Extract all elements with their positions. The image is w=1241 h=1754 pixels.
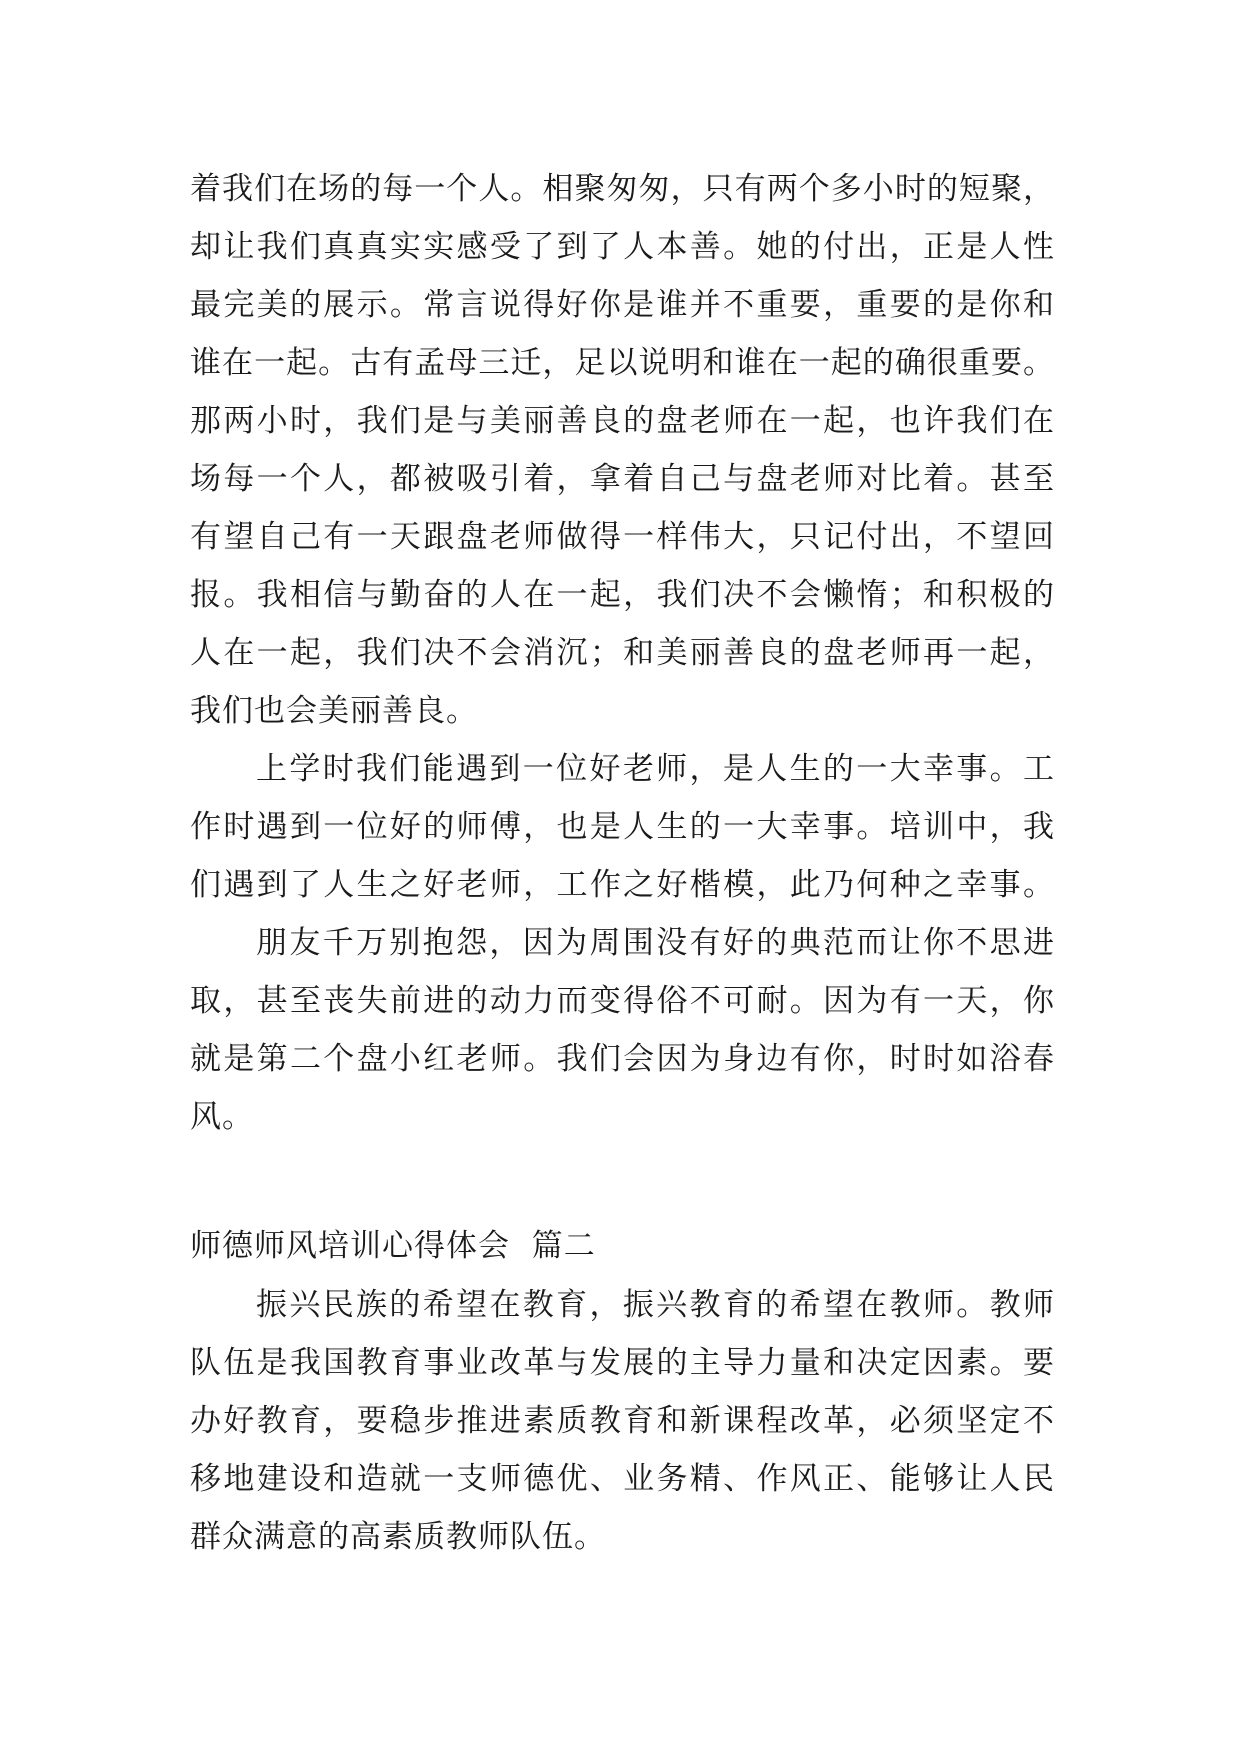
text-line: 我们也会美丽善良。 <box>190 693 478 729</box>
paragraph-1 <box>190 160 1055 740</box>
text-line: 就是第二个盘小红老师。我们会因为身边有你，时时如浴春 <box>190 1041 1055 1077</box>
section-heading: 师德师风培训心得体会 篇二 <box>190 1228 596 1264</box>
text-line: 办好教育，要稳步推进素质教育和新课程改革，必须坚定不 <box>190 1403 1055 1439</box>
section-spacer <box>190 1146 1055 1216</box>
text-line: 谁在一起。古有孟母三迁，足以说明和谁在一起的确很重要。 <box>190 345 1055 381</box>
text-line: 风。 <box>190 1099 254 1135</box>
text-line: 报。我相信与勤奋的人在一起，我们决不会懒惰；和积极的 <box>190 577 1055 613</box>
text-line: 人在一起，我们决不会消沉；和美丽善良的盘老师再一起， <box>190 635 1055 671</box>
paragraph-2 <box>190 740 1055 914</box>
text-line: 却让我们真真实实感受了到了人本善。她的付出，正是人性 <box>190 229 1055 265</box>
text-line: 那两小时，我们是与美丽善良的盘老师在一起，也许我们在 <box>190 403 1055 439</box>
document-body <box>190 160 1055 1566</box>
text-line: 着我们在场的每一个人。相聚匆匆，只有两个多小时的短聚， <box>190 171 1055 207</box>
text-line: 场每一个人，都被吸引着，拿着自己与盘老师对比着。甚至 <box>190 461 1055 497</box>
text-line: 移地建设和造就一支师德优、业务精、作风正、能够让人民 <box>190 1461 1055 1497</box>
paragraph-4 <box>190 1276 1055 1566</box>
text-line: 队伍是我国教育事业改革与发展的主导力量和决定因素。要 <box>190 1345 1055 1381</box>
text-line: 们遇到了人生之好老师，工作之好楷模，此乃何种之幸事。 <box>190 867 1055 903</box>
text-line: 取，甚至丧失前进的动力而变得俗不可耐。因为有一天，你 <box>190 983 1055 1019</box>
paragraph-3 <box>190 914 1055 1146</box>
text-line: 群众满意的高素质教师队伍。 <box>190 1519 606 1555</box>
text-line: 最完美的展示。常言说得好你是谁并不重要，重要的是你和 <box>190 287 1055 323</box>
text-line: 上学时我们能遇到一位好老师，是人生的一大幸事。工 <box>256 751 1055 787</box>
text-line: 作时遇到一位好的师傅，也是人生的一大幸事。培训中，我 <box>190 809 1055 845</box>
text-line: 有望自己有一天跟盘老师做得一样伟大，只记付出，不望回 <box>190 519 1055 555</box>
text-line: 振兴民族的希望在教育，振兴教育的希望在教师。教师 <box>256 1287 1055 1323</box>
text-line: 朋友千万别抱怨，因为周围没有好的典范而让你不思进 <box>256 925 1055 961</box>
